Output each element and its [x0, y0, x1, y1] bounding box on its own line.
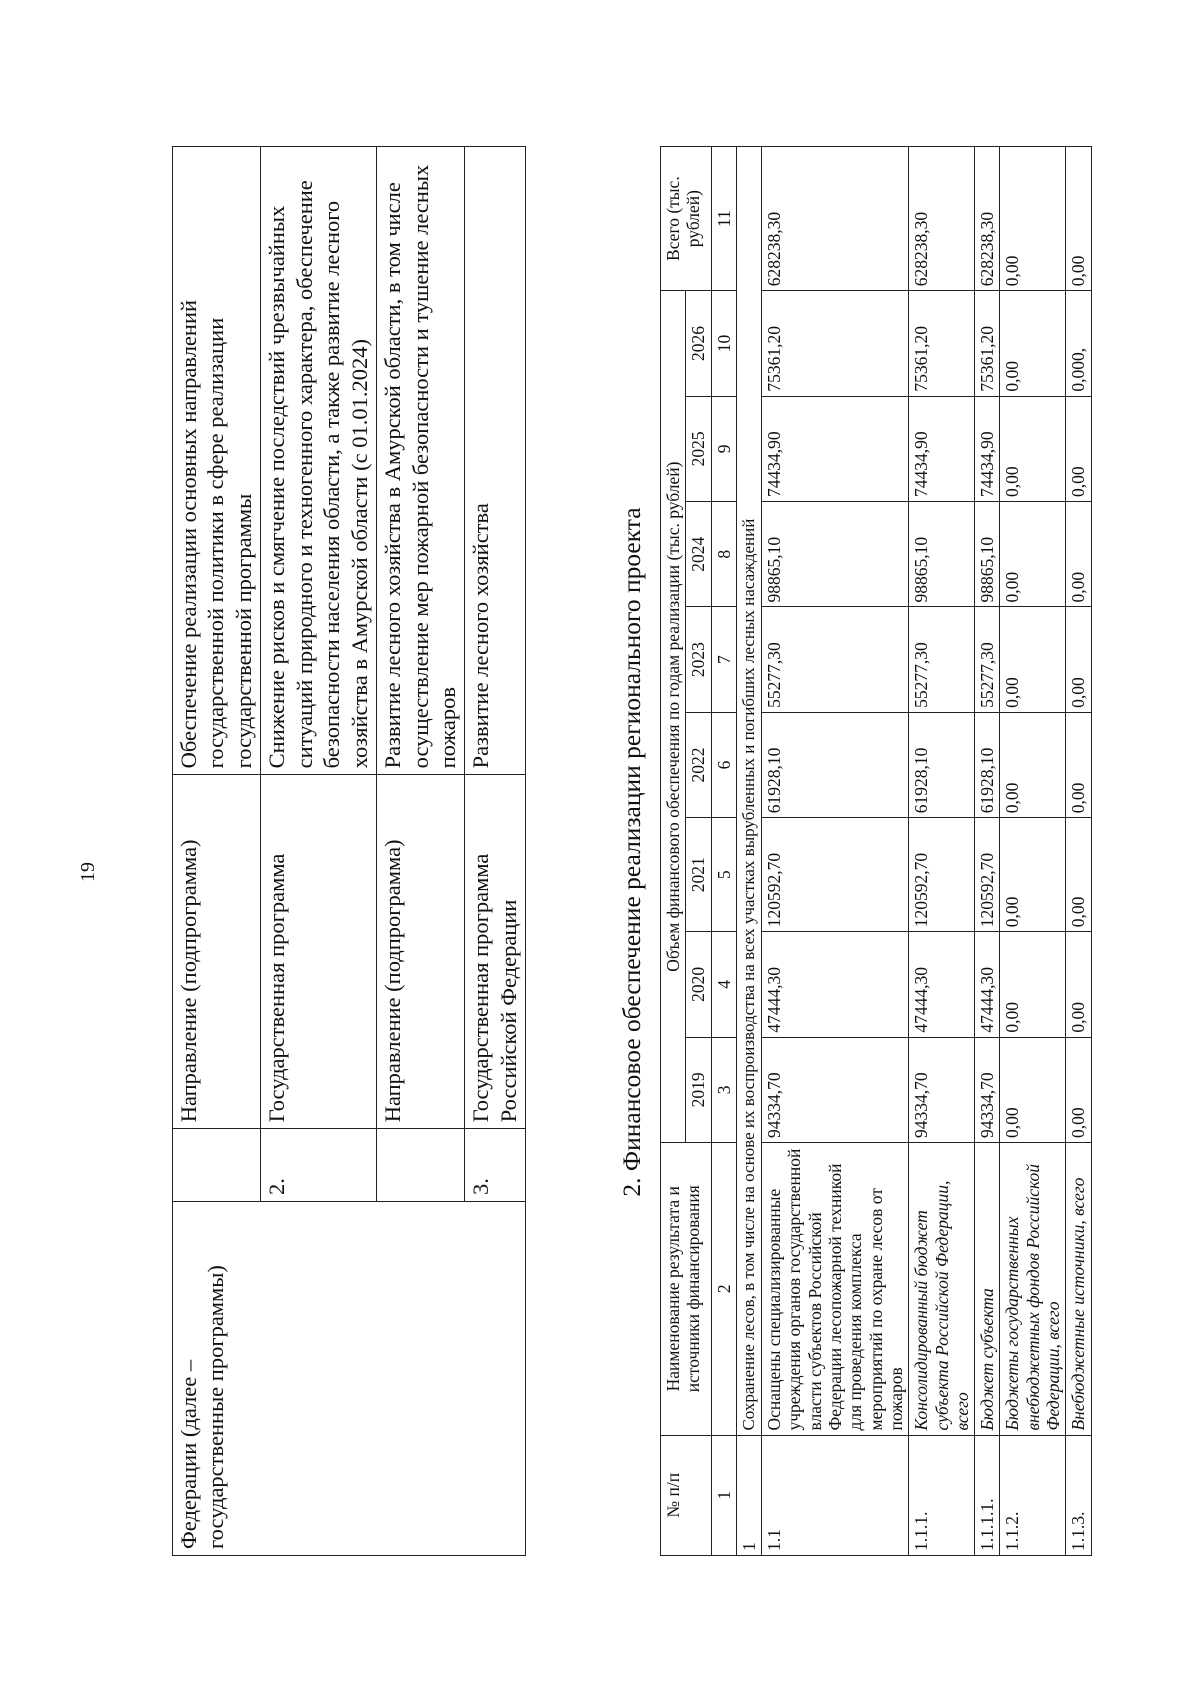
column-number: 9 — [711, 396, 736, 501]
program-name-cell: Снижение рисков и смягчение последствий чрезвычайных ситуаций природного и техногенного характера, обеспечение безопасности населения области, а также развитие лесного хозяйства в Амурской области (с 01.01.2024) — [261, 147, 377, 775]
row-name: Бюджеты государственных внебюджетных фондов Российской Федерации, всего — [1000, 1143, 1066, 1436]
value-cell: 0,00 — [1066, 396, 1091, 501]
programs-label-cell: Федерации (далее – государственные программы) — [173, 1202, 526, 1556]
value-cell: 0,00 — [1000, 396, 1066, 501]
program-type-cell: Государственная программа Российской Федерации — [465, 775, 526, 1129]
row-name: Бюджет субъекта — [975, 1143, 1000, 1436]
value-cell: 47444,30 — [762, 932, 909, 1037]
row-number-cell: 2. — [261, 1129, 377, 1202]
table-row — [1066, 147, 1091, 1556]
value-cell: 0,00 — [1066, 712, 1091, 817]
column-numbers-row — [711, 147, 736, 1556]
value-cell: 61928,10 — [909, 712, 975, 817]
row-num: 1.1 — [762, 1435, 909, 1555]
total-cell: 0,00 — [1066, 147, 1091, 291]
value-cell: 0,00 — [1000, 291, 1066, 396]
row-num: 1.1.1.1. — [975, 1435, 1000, 1555]
value-cell: 55277,30 — [762, 607, 909, 712]
total-cell: 628238,30 — [975, 147, 1000, 291]
program-name-cell: Развитие лесного хозяйства в Амурской области, в том числе осуществление мер пожарной безопасности и тушение лесных пожаров — [377, 147, 465, 775]
column-number: 5 — [711, 818, 736, 932]
value-cell: 98865,10 — [762, 502, 909, 607]
total-cell: 0,00 — [1000, 147, 1066, 291]
value-cell: 120592,70 — [909, 818, 975, 932]
header-total: Всего (тыс. рублей) — [661, 147, 712, 291]
row-number-cell: 3. — [465, 1129, 526, 1202]
value-cell: 74434,90 — [762, 396, 909, 501]
header-year: 2026 — [686, 291, 711, 396]
program-name-cell: Развитие лесного хозяйства — [465, 147, 526, 775]
row-num: 1.1.1. — [909, 1435, 975, 1555]
header-volume: Объем финансового обеспечения по годам реализации (тыс. рублей) — [661, 291, 686, 1143]
value-cell: 0,00 — [1000, 607, 1066, 712]
value-cell: 0,00 — [1066, 932, 1091, 1037]
header-name: Наименование результата и источники финансирования — [661, 1143, 712, 1436]
value-cell: 75361,20 — [975, 291, 1000, 396]
value-cell: 74434,90 — [909, 396, 975, 501]
value-cell: 61928,10 — [762, 712, 909, 817]
header-year: 2020 — [686, 932, 711, 1037]
value-cell: 0,00 — [1000, 502, 1066, 607]
header-year: 2025 — [686, 396, 711, 501]
total-cell: 628238,30 — [762, 147, 909, 291]
value-cell: 0,00 — [1000, 818, 1066, 932]
value-cell: 0,00 — [1000, 932, 1066, 1037]
column-number: 7 — [711, 607, 736, 712]
value-cell: 0,00 — [1066, 607, 1091, 712]
value-cell: 120592,70 — [762, 818, 909, 932]
value-cell: 0,00 — [1066, 818, 1091, 932]
value-cell: 55277,30 — [975, 607, 1000, 712]
value-cell: 94334,70 — [975, 1037, 1000, 1142]
value-cell: 74434,90 — [975, 396, 1000, 501]
row-name: Консолидированный бюджет субъекта Российской Федерации, всего — [909, 1143, 975, 1436]
table-row — [1000, 147, 1066, 1556]
header-row — [661, 147, 686, 1556]
value-cell: 120592,70 — [975, 818, 1000, 932]
column-number: 1 — [711, 1435, 736, 1555]
program-type-cell: Направление (подпрограмма) — [377, 775, 465, 1129]
programs-table — [172, 146, 526, 1556]
finance-table — [660, 146, 1092, 1556]
value-cell: 61928,10 — [975, 712, 1000, 817]
table-row — [173, 147, 261, 1556]
table-row — [975, 147, 1000, 1556]
column-number: 11 — [711, 147, 736, 291]
value-cell: 75361,20 — [909, 291, 975, 396]
program-name-cell: Обеспечение реализации основных направлений государственной политики в сфере реализации государственной программы — [173, 147, 261, 775]
header-year: 2024 — [686, 502, 711, 607]
column-number: 3 — [711, 1037, 736, 1142]
value-cell: 98865,10 — [909, 502, 975, 607]
value-cell: 0,00 — [1066, 502, 1091, 607]
program-type-cell: Государственная программа — [261, 775, 377, 1129]
header-year: 2023 — [686, 607, 711, 712]
header-year: 2019 — [686, 1037, 711, 1142]
header-year: 2021 — [686, 818, 711, 932]
program-type-cell: Направление (подпрограмма) — [173, 775, 261, 1129]
value-cell: 55277,30 — [909, 607, 975, 712]
column-number: 6 — [711, 712, 736, 817]
row-number-cell — [173, 1129, 261, 1202]
row-num: 1.1.2. — [1000, 1435, 1066, 1555]
value-cell: 47444,30 — [909, 932, 975, 1037]
value-cell: 47444,30 — [975, 932, 1000, 1037]
section-row — [736, 147, 761, 1556]
value-cell: 0,000, — [1066, 291, 1091, 396]
total-cell: 628238,30 — [909, 147, 975, 291]
value-cell: 94334,70 — [762, 1037, 909, 1142]
header-num: № п/п — [661, 1435, 712, 1555]
row-number-cell — [377, 1129, 465, 1202]
row-name: Оснащены специализированные учреждения органов государственной власти субъектов Российской Федерации лесопожарной техникой для проведения комплекса мероприятий по охране лесов от пожаров — [762, 1143, 909, 1436]
value-cell: 94334,70 — [909, 1037, 975, 1142]
section-num: 1 — [736, 1435, 761, 1555]
column-number: 10 — [711, 291, 736, 396]
value-cell: 75361,20 — [762, 291, 909, 396]
table-row — [909, 147, 975, 1556]
value-cell: 0,00 — [1066, 1037, 1091, 1142]
value-cell: 0,00 — [1000, 712, 1066, 817]
section-title: 2. Финансовое обеспечение реализации регионального проекта — [617, 507, 646, 1197]
row-name: Внебюджетные источники, всего — [1066, 1143, 1091, 1436]
column-number: 2 — [711, 1143, 736, 1436]
header-year: 2022 — [686, 712, 711, 817]
value-cell: 0,00 — [1000, 1037, 1066, 1142]
value-cell: 98865,10 — [975, 502, 1000, 607]
column-number: 4 — [711, 932, 736, 1037]
column-number: 8 — [711, 502, 736, 607]
page-number: 19 — [77, 862, 99, 882]
row-num: 1.1.3. — [1066, 1435, 1091, 1555]
section-text: Сохранение лесов, в том числе на основе их воспроизводства на всех участках вырубленных и погибших лесных насаждений — [736, 147, 761, 1436]
table-row — [762, 147, 909, 1556]
